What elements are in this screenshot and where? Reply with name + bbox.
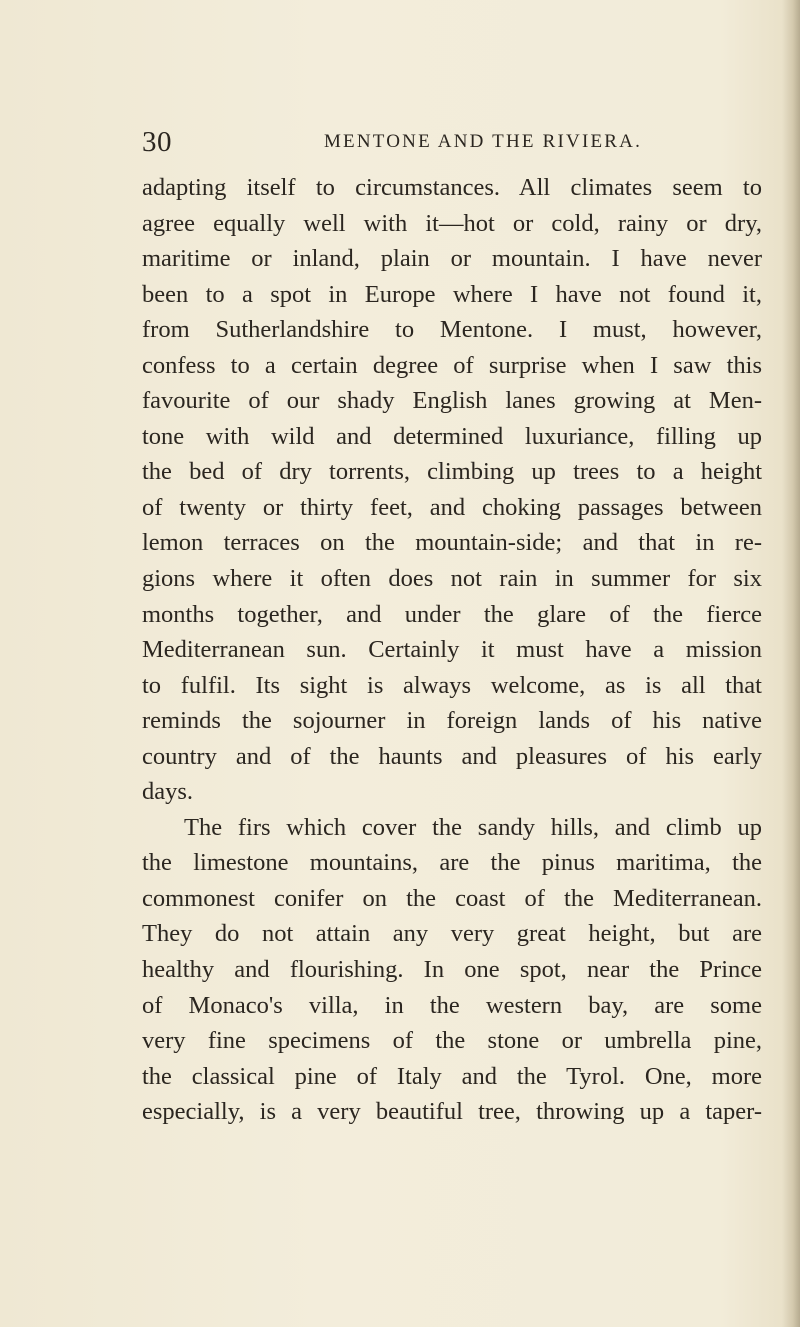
text-line: healthy and flourishing. In one spot, near the Prince [142,956,762,984]
page-header [142,122,762,162]
text-line: confess to a certain degree of surprise when I saw this [142,351,762,379]
text-line: the bed of dry torrents, climbing up trees to a height [142,458,762,486]
text-line: tone with wild and determined luxuriance, filling up [142,422,762,450]
body-text [142,170,762,1130]
text-line: country and of the haunts and pleasures of his early [142,742,762,770]
text-line: the limestone mountains, are the pinus maritima, the [142,849,762,877]
paragraph-end-line: days. [142,778,194,806]
text-line: the classical pine of Italy and the Tyrol. One, more [142,1062,762,1090]
text-line: months together, and under the glare of the fierce [142,600,762,628]
text-line: of twenty or thirty feet, and choking passages between [142,493,762,521]
text-line: very fine specimens of the stone or umbrella pine, [142,1027,762,1055]
page-number: 30 [142,126,172,158]
running-title: MENTONE AND THE RIVIERA. [323,131,643,152]
text-line: commonest conifer on the coast of the Mediterranean. [142,884,762,912]
text-line: favourite of our shady English lanes growing at Men- [142,387,762,415]
page-edge-shadow [782,0,800,1327]
text-line: maritime or inland, plain or mountain. I have never [142,245,762,273]
text-line: lemon terraces on the mountain-side; and that in re- [142,529,762,557]
text-line: from Sutherlandshire to Mentone. I must, however, [142,316,762,344]
text-line: been to a spot in Europe where I have not found it, [142,280,762,308]
paragraph-start-line: The firs which cover the sandy hills, and climb up [184,813,762,841]
text-line: reminds the sojourner in foreign lands of his native [142,707,762,735]
text-line: agree equally well with it—hot or cold, rainy or dry, [142,209,762,237]
text-line: They do not attain any very great height, but are [142,920,762,948]
text-line: to fulfil. Its sight is always welcome, as is all that [142,671,762,699]
text-line: especially, is a very beautiful tree, throwing up a taper- [142,1098,762,1126]
text-line: adapting itself to circumstances. All climates seem to [142,174,762,201]
text-line: Mediterranean sun. Certainly it must have a mission [142,636,762,664]
text-line: of Monaco's villa, in the western bay, are some [142,991,762,1019]
text-line: gions where it often does not rain in summer for six [142,565,762,593]
